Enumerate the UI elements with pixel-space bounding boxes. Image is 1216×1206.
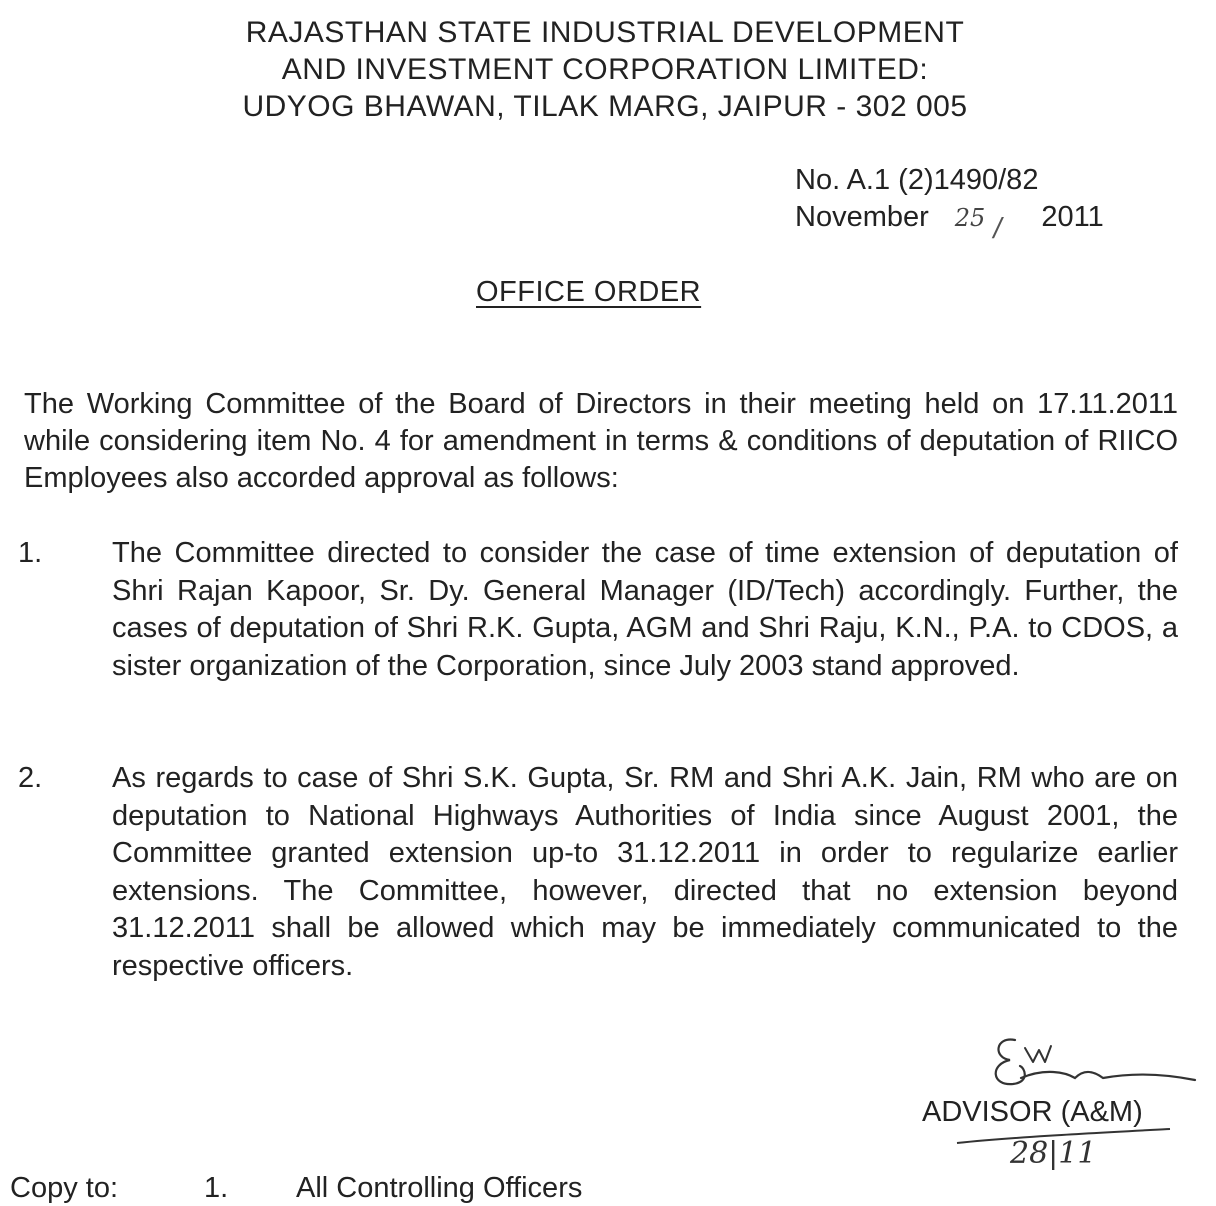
copy-to-entry-number: 1. xyxy=(204,1172,229,1204)
reference-date-day-handwritten: 25 xyxy=(954,204,986,232)
reference-block xyxy=(795,162,1104,245)
handwritten-signature xyxy=(985,1028,1205,1098)
signatory-handwritten-date: 28|11 xyxy=(1010,1136,1097,1171)
handwritten-comma: / xyxy=(993,213,1002,245)
copy-to-label: Copy to: xyxy=(10,1172,118,1204)
order-item-number: 2. xyxy=(18,762,43,794)
order-item-text: The Committee directed to consider the case of time extension of deputation of Shri Rajan Kapoor, Sr. Dy. General Manager (ID/Tech) accordingly. Further, the cases of deputation of Shri R.K. Gupta, AGM and Shri Raju, K.N., P.A. to CDOS, a sister organization of the Corporation, since July 2003 stand approved. xyxy=(112,537,1178,682)
reference-date-month: November xyxy=(795,201,929,233)
letterhead-line-1: RAJASTHAN STATE INDUSTRIAL DEVELOPMENT xyxy=(245,16,965,49)
copy-to-entry-text: All Controlling Officers xyxy=(296,1172,583,1204)
signatory-designation: ADVISOR (A&M) xyxy=(922,1096,1143,1128)
reference-number: No. A.1 (2)1490/82 xyxy=(795,164,1039,196)
order-item-text: As regards to case of Shri S.K. Gupta, Sr. RM and Shri A.K. Jain, RM who are on deputation to National Highways Authorities of India since August 2001, the Committee granted extension up-to 31.12.2011 in order to regularize earlier extensions. The Committee, however, directed that no extension beyond 31.12.2011 shall be allowed which may be immediately communicated to the respective officers. xyxy=(112,762,1178,982)
reference-date-year: 2011 xyxy=(1041,201,1104,233)
letterhead xyxy=(180,14,1030,125)
letterhead-line-3: UDYOG BHAWAN, TILAK MARG, JAIPUR - 302 005 xyxy=(242,90,968,123)
intro-paragraph: The Working Committee of the Board of Directors in their meeting held on 17.11.2011 while considering item No. 4 for amendment in terms & conditions of deputation of RIICO Employees also accorded approval as follows: xyxy=(24,388,1178,494)
document-title: OFFICE ORDER xyxy=(476,276,702,308)
reference-date xyxy=(795,199,1104,245)
order-item-2 xyxy=(18,760,1178,985)
order-item-1 xyxy=(18,535,1178,685)
letterhead-line-2: AND INVESTMENT CORPORATION LIMITED: xyxy=(281,53,929,86)
order-item-number: 1. xyxy=(18,537,43,569)
